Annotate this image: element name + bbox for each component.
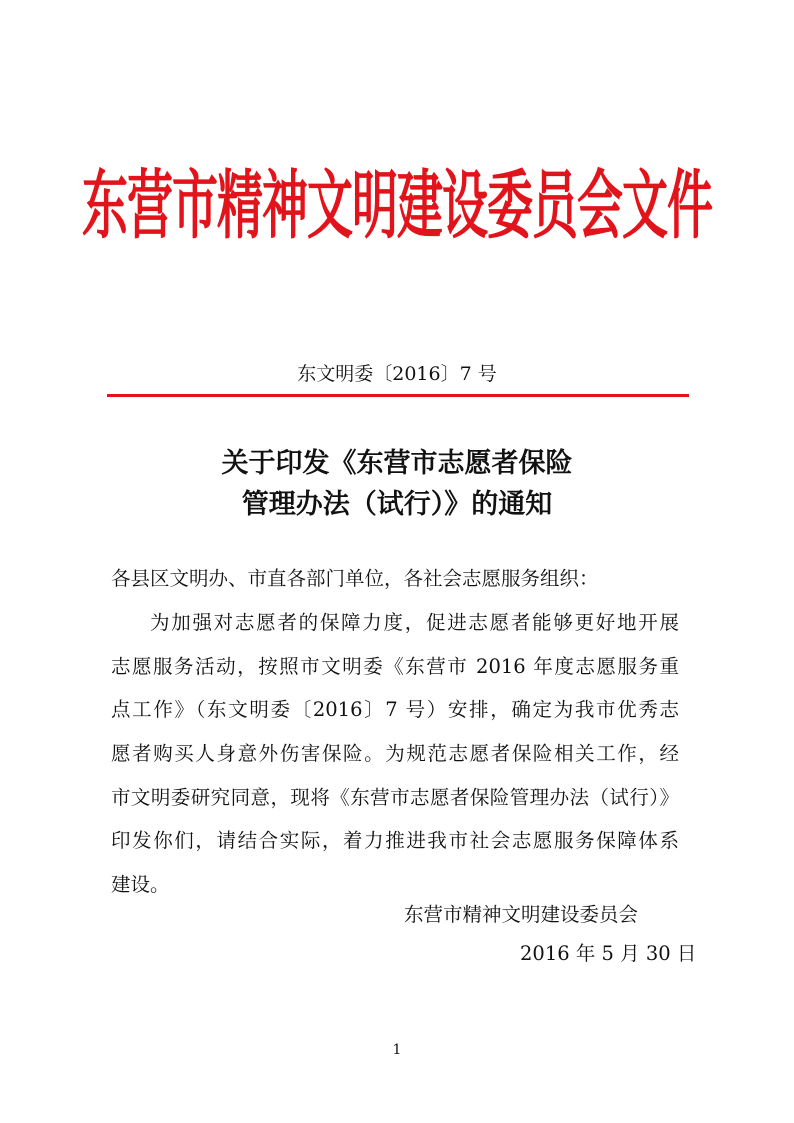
page-number: 1 [392, 1042, 402, 1058]
salutation: 各县区文明办、市直各部门单位，各社会志愿服务组织： [111, 567, 599, 590]
signature-organization: 东营市精神文明建设委员会 [404, 903, 639, 926]
body-text-line: 愿者购买人身意外伤害保险。为规范志愿者保险相关工作，经 [111, 742, 679, 765]
body-text-line: 建设。 [111, 873, 170, 896]
document-number: 东文明委〔2016〕7 号 [297, 363, 497, 385]
red-separator-line [107, 394, 689, 397]
body-text-line: 点工作》（东文明委〔2016〕7 号）安排，确定为我市优秀志 [111, 698, 679, 721]
body-text-line: 印发你们，请结合实际，着力推进我市社会志愿服务保障体系 [111, 829, 679, 852]
body-text-line: 志愿服务活动，按照市文明委《东营市 2016 年度志愿服务重 [111, 655, 679, 678]
signature-date: 2016 年 5 月 30 日 [520, 942, 697, 965]
notice-title-line-2: 管理办法（试行）》的通知 [241, 489, 553, 520]
body-text-line: 市文明委研究同意，现将《东营市志愿者保险管理办法（试行）》 [111, 786, 679, 809]
body-text-line: 为加强对志愿者的保障力度，促进志愿者能够更好地开展 [150, 611, 679, 634]
issuer-header-title: 东营市精神文明建设委员会文件 [82, 161, 712, 249]
notice-title-line-1: 关于印发《东营市志愿者保险 [221, 448, 573, 479]
